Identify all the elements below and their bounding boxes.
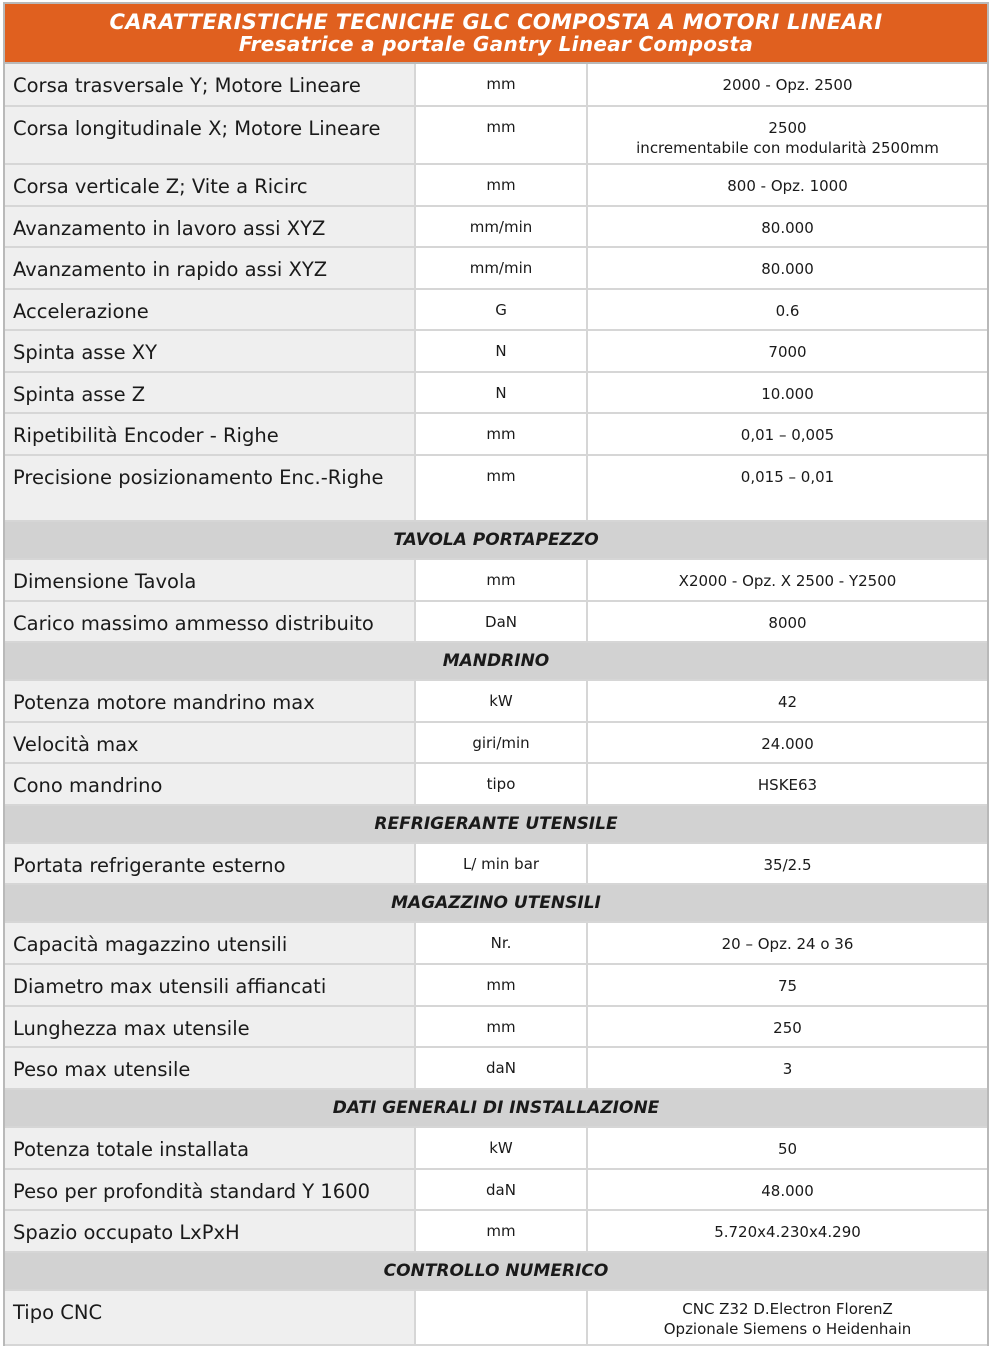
- spec-unit: mm: [415, 64, 587, 106]
- section-header: [5, 805, 987, 843]
- spec-label: Diametro max utensili affiancati: [5, 964, 415, 1006]
- spec-value: 10.000: [587, 372, 987, 413]
- spec-unit: daN: [415, 1169, 587, 1210]
- section-header: [5, 1089, 987, 1127]
- spec-label: Cono mandrino: [5, 763, 415, 805]
- spec-label: Potenza totale installata: [5, 1127, 415, 1169]
- spec-unit: N: [415, 330, 587, 372]
- spec-row: [5, 722, 987, 763]
- spec-value: 24.000: [587, 722, 987, 763]
- spec-value: HSKE63: [587, 763, 987, 805]
- spec-value: 20 – Opz. 24 o 36: [587, 922, 987, 964]
- spec-row: [5, 1169, 987, 1210]
- spec-row: [5, 601, 987, 642]
- spec-value: 0,01 – 0,005: [587, 413, 987, 455]
- spec-header: [5, 4, 987, 64]
- spec-subtitle: Fresatrice a portale Gantry Linear Composta: [238, 32, 754, 56]
- spec-row: [5, 559, 987, 601]
- spec-row: [5, 843, 987, 884]
- spec-value-line: CNC Z32 D.Electron FlorenZ: [682, 1300, 893, 1318]
- section-title: MANDRINO: [5, 642, 987, 680]
- spec-value: [587, 106, 987, 164]
- section-header: [5, 642, 987, 680]
- spec-value-line: 2500: [768, 119, 807, 137]
- spec-unit: mm: [415, 559, 587, 601]
- spec-label: Capacità magazzino utensili: [5, 922, 415, 964]
- section-header: [5, 521, 987, 559]
- spec-unit: kW: [415, 1127, 587, 1169]
- spec-value: 2000 - Opz. 2500: [587, 64, 987, 106]
- spec-unit: mm: [415, 455, 587, 521]
- spec-unit: mm: [415, 413, 587, 455]
- spec-unit: Nr.: [415, 922, 587, 964]
- spec-row: [5, 1006, 987, 1047]
- spec-value: [587, 1290, 987, 1345]
- spec-row: [5, 1290, 987, 1345]
- spec-unit: L/ min bar: [415, 843, 587, 884]
- spec-unit: N: [415, 372, 587, 413]
- spec-value: 35/2.5: [587, 843, 987, 884]
- spec-unit: mm: [415, 1210, 587, 1252]
- spec-value: 3: [587, 1047, 987, 1089]
- spec-label: Tipo CNC: [5, 1290, 415, 1345]
- spec-value: 80.000: [587, 206, 987, 247]
- section-title: MAGAZZINO UTENSILI: [5, 884, 987, 922]
- spec-row: [5, 247, 987, 289]
- spec-label: Peso per profondità standard Y 1600: [5, 1169, 415, 1210]
- spec-label: Accelerazione: [5, 289, 415, 330]
- spec-row: [5, 64, 987, 106]
- spec-value: 7000: [587, 330, 987, 372]
- spec-value: 250: [587, 1006, 987, 1047]
- section-header: [5, 1252, 987, 1290]
- spec-row: [5, 164, 987, 206]
- spec-row: [5, 680, 987, 722]
- spec-row: [5, 922, 987, 964]
- spec-row: [5, 1047, 987, 1089]
- spec-label: Spazio occupato LxPxH: [5, 1210, 415, 1252]
- spec-unit: mm: [415, 164, 587, 206]
- spec-label: Corsa verticale Z; Vite a Ricirc: [5, 164, 415, 206]
- spec-row: [5, 1127, 987, 1169]
- spec-row: [5, 206, 987, 247]
- spec-row: [5, 289, 987, 330]
- spec-value: X2000 - Opz. X 2500 - Y2500: [587, 559, 987, 601]
- spec-value: 0,015 – 0,01: [587, 455, 987, 521]
- spec-label: Dimensione Tavola: [5, 559, 415, 601]
- section-header: [5, 884, 987, 922]
- spec-label: Corsa longitudinale X; Motore Lineare: [5, 106, 415, 164]
- spec-value: 42: [587, 680, 987, 722]
- spec-unit: tipo: [415, 763, 587, 805]
- spec-value: 5.720x4.230x4.290: [587, 1210, 987, 1252]
- spec-label: Precisione posizionamento Enc.-Righe: [5, 455, 415, 521]
- spec-unit: mm/min: [415, 206, 587, 247]
- section-title: REFRIGERANTE UTENSILE: [5, 805, 987, 843]
- spec-value-note: incrementabile con modularità 2500mm: [636, 139, 939, 157]
- spec-label: Potenza motore mandrino max: [5, 680, 415, 722]
- spec-unit: mm: [415, 106, 587, 164]
- spec-value: 75: [587, 964, 987, 1006]
- spec-value-note: Opzionale Siemens o Heidenhain: [663, 1320, 912, 1338]
- spec-value: 0.6: [587, 289, 987, 330]
- spec-label: Corsa trasversale Y; Motore Lineare: [5, 64, 415, 106]
- spec-label: Lunghezza max utensile: [5, 1006, 415, 1047]
- spec-label: Avanzamento in lavoro assi XYZ: [5, 206, 415, 247]
- spec-value: 800 - Opz. 1000: [587, 164, 987, 206]
- spec-unit: DaN: [415, 601, 587, 642]
- spec-row: [5, 1210, 987, 1252]
- spec-unit: [415, 1290, 587, 1345]
- spec-unit: daN: [415, 1047, 587, 1089]
- spec-row: [5, 106, 987, 164]
- spec-row: [5, 763, 987, 805]
- spec-table: [5, 64, 987, 1346]
- spec-label: Carico massimo ammesso distribuito: [5, 601, 415, 642]
- spec-value: 8000: [587, 601, 987, 642]
- spec-label: Spinta asse Z: [5, 372, 415, 413]
- spec-unit: G: [415, 289, 587, 330]
- spec-title: CARATTERISTICHE TECNICHE GLC COMPOSTA A MOTORI LINEARI: [109, 10, 883, 34]
- spec-unit: mm: [415, 964, 587, 1006]
- spec-row: [5, 372, 987, 413]
- spec-unit: mm/min: [415, 247, 587, 289]
- spec-label: Peso max utensile: [5, 1047, 415, 1089]
- spec-unit: mm: [415, 1006, 587, 1047]
- spec-sheet: [3, 2, 989, 1346]
- spec-row: [5, 330, 987, 372]
- spec-unit: kW: [415, 680, 587, 722]
- spec-value: 48.000: [587, 1169, 987, 1210]
- spec-label: Velocità max: [5, 722, 415, 763]
- spec-label: Portata refrigerante esterno: [5, 843, 415, 884]
- spec-row: [5, 964, 987, 1006]
- spec-value: 50: [587, 1127, 987, 1169]
- spec-label: Ripetibilità Encoder - Righe: [5, 413, 415, 455]
- spec-label: Avanzamento in rapido assi XYZ: [5, 247, 415, 289]
- section-title: CONTROLLO NUMERICO: [5, 1252, 987, 1290]
- spec-value: 80.000: [587, 247, 987, 289]
- spec-row: [5, 455, 987, 521]
- spec-row: [5, 413, 987, 455]
- spec-label: Spinta asse XY: [5, 330, 415, 372]
- section-title: TAVOLA PORTAPEZZO: [5, 521, 987, 559]
- spec-unit: giri/min: [415, 722, 587, 763]
- section-title: DATI GENERALI DI INSTALLAZIONE: [5, 1089, 987, 1127]
